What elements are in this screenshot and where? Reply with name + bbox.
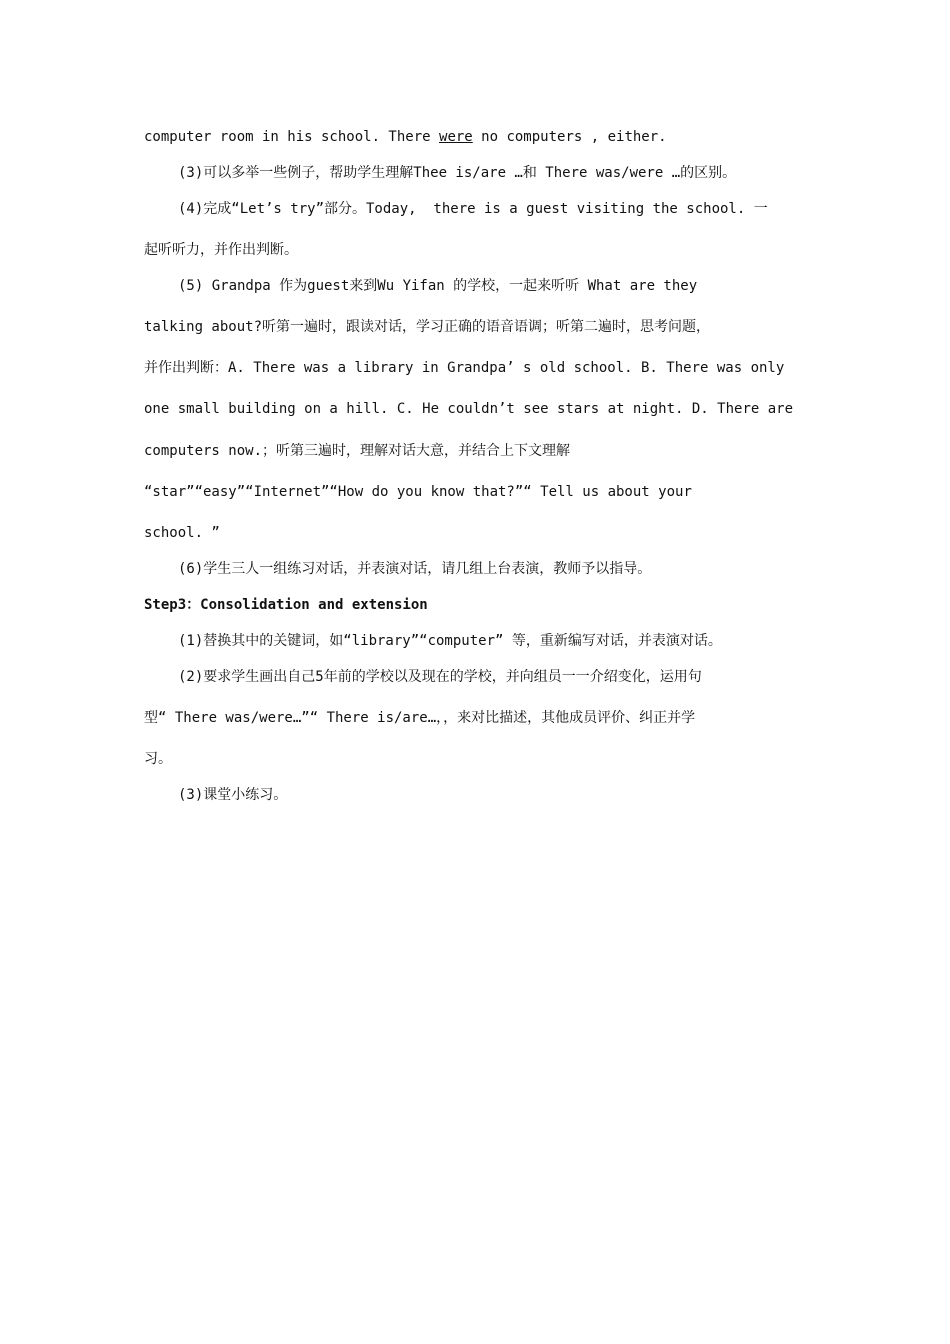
step3-item-2-line-1: (2)要求学生画出自己5年前的学校以及现在的学校，并向组员一一介绍变化，运用句: [178, 669, 702, 685]
item-5-line-3: 并作出判断：A. There was a library in Grandpa’ s old school. B. There was only: [144, 360, 785, 376]
item-6-line: (6)学生三人一组练习对话，并表演对话，请几组上台表演，教师予以指导。: [178, 561, 652, 577]
step3-item-3: (3)课堂小练习。: [178, 787, 288, 803]
step3-item-2-line-2: 型“ There was/were…”“ There is/are…，，来对比描述，其他成员评价、纠正并学: [144, 710, 696, 726]
item-5-line-1: (5) Grandpa 作为guest来到Wu Yifan 的学校，一起来听听 What are they: [178, 278, 698, 294]
item-5-line-5: computers now.；听第三遍时，理解对话大意，并结合上下文理解: [144, 443, 571, 459]
item-5-line-2: talking about?听第一遍时，跟读对话，学习正确的语音语调；听第二遍时，思考问题，: [144, 319, 710, 335]
step3-heading: Step3：Consolidation and extension: [144, 597, 428, 613]
item-5-line-7: school. ”: [144, 525, 220, 541]
step3-item-1: (1)替换其中的关键词，如“library”“computer” 等，重新编写对话，并表演对话。: [178, 633, 722, 649]
text-line-1: [144, 128, 667, 146]
item-3-line: (3)可以多举一些例子，帮助学生理解Thee is/are …和 There was/were …的区别。: [178, 165, 737, 181]
underlined-word: were: [439, 129, 473, 145]
text-line-1-end: no computers , either.: [472, 129, 667, 145]
item-4-line-1: (4)完成“Let’s try”部分。Today, there is a guest visiting the school. 一: [178, 201, 768, 217]
item-4-line-2: 起听听力，并作出判断。: [144, 242, 298, 258]
item-5-line-6: “star”“easy”“Internet”“How do you know that?”“ Tell us about your: [144, 484, 692, 500]
item-5-line-4: one small building on a hill. C. He couldn’t see stars at night. D. There are: [144, 401, 794, 417]
text-line-1-start: computer room in his school. There: [144, 129, 440, 145]
step3-item-2-line-3: 习。: [144, 751, 172, 767]
